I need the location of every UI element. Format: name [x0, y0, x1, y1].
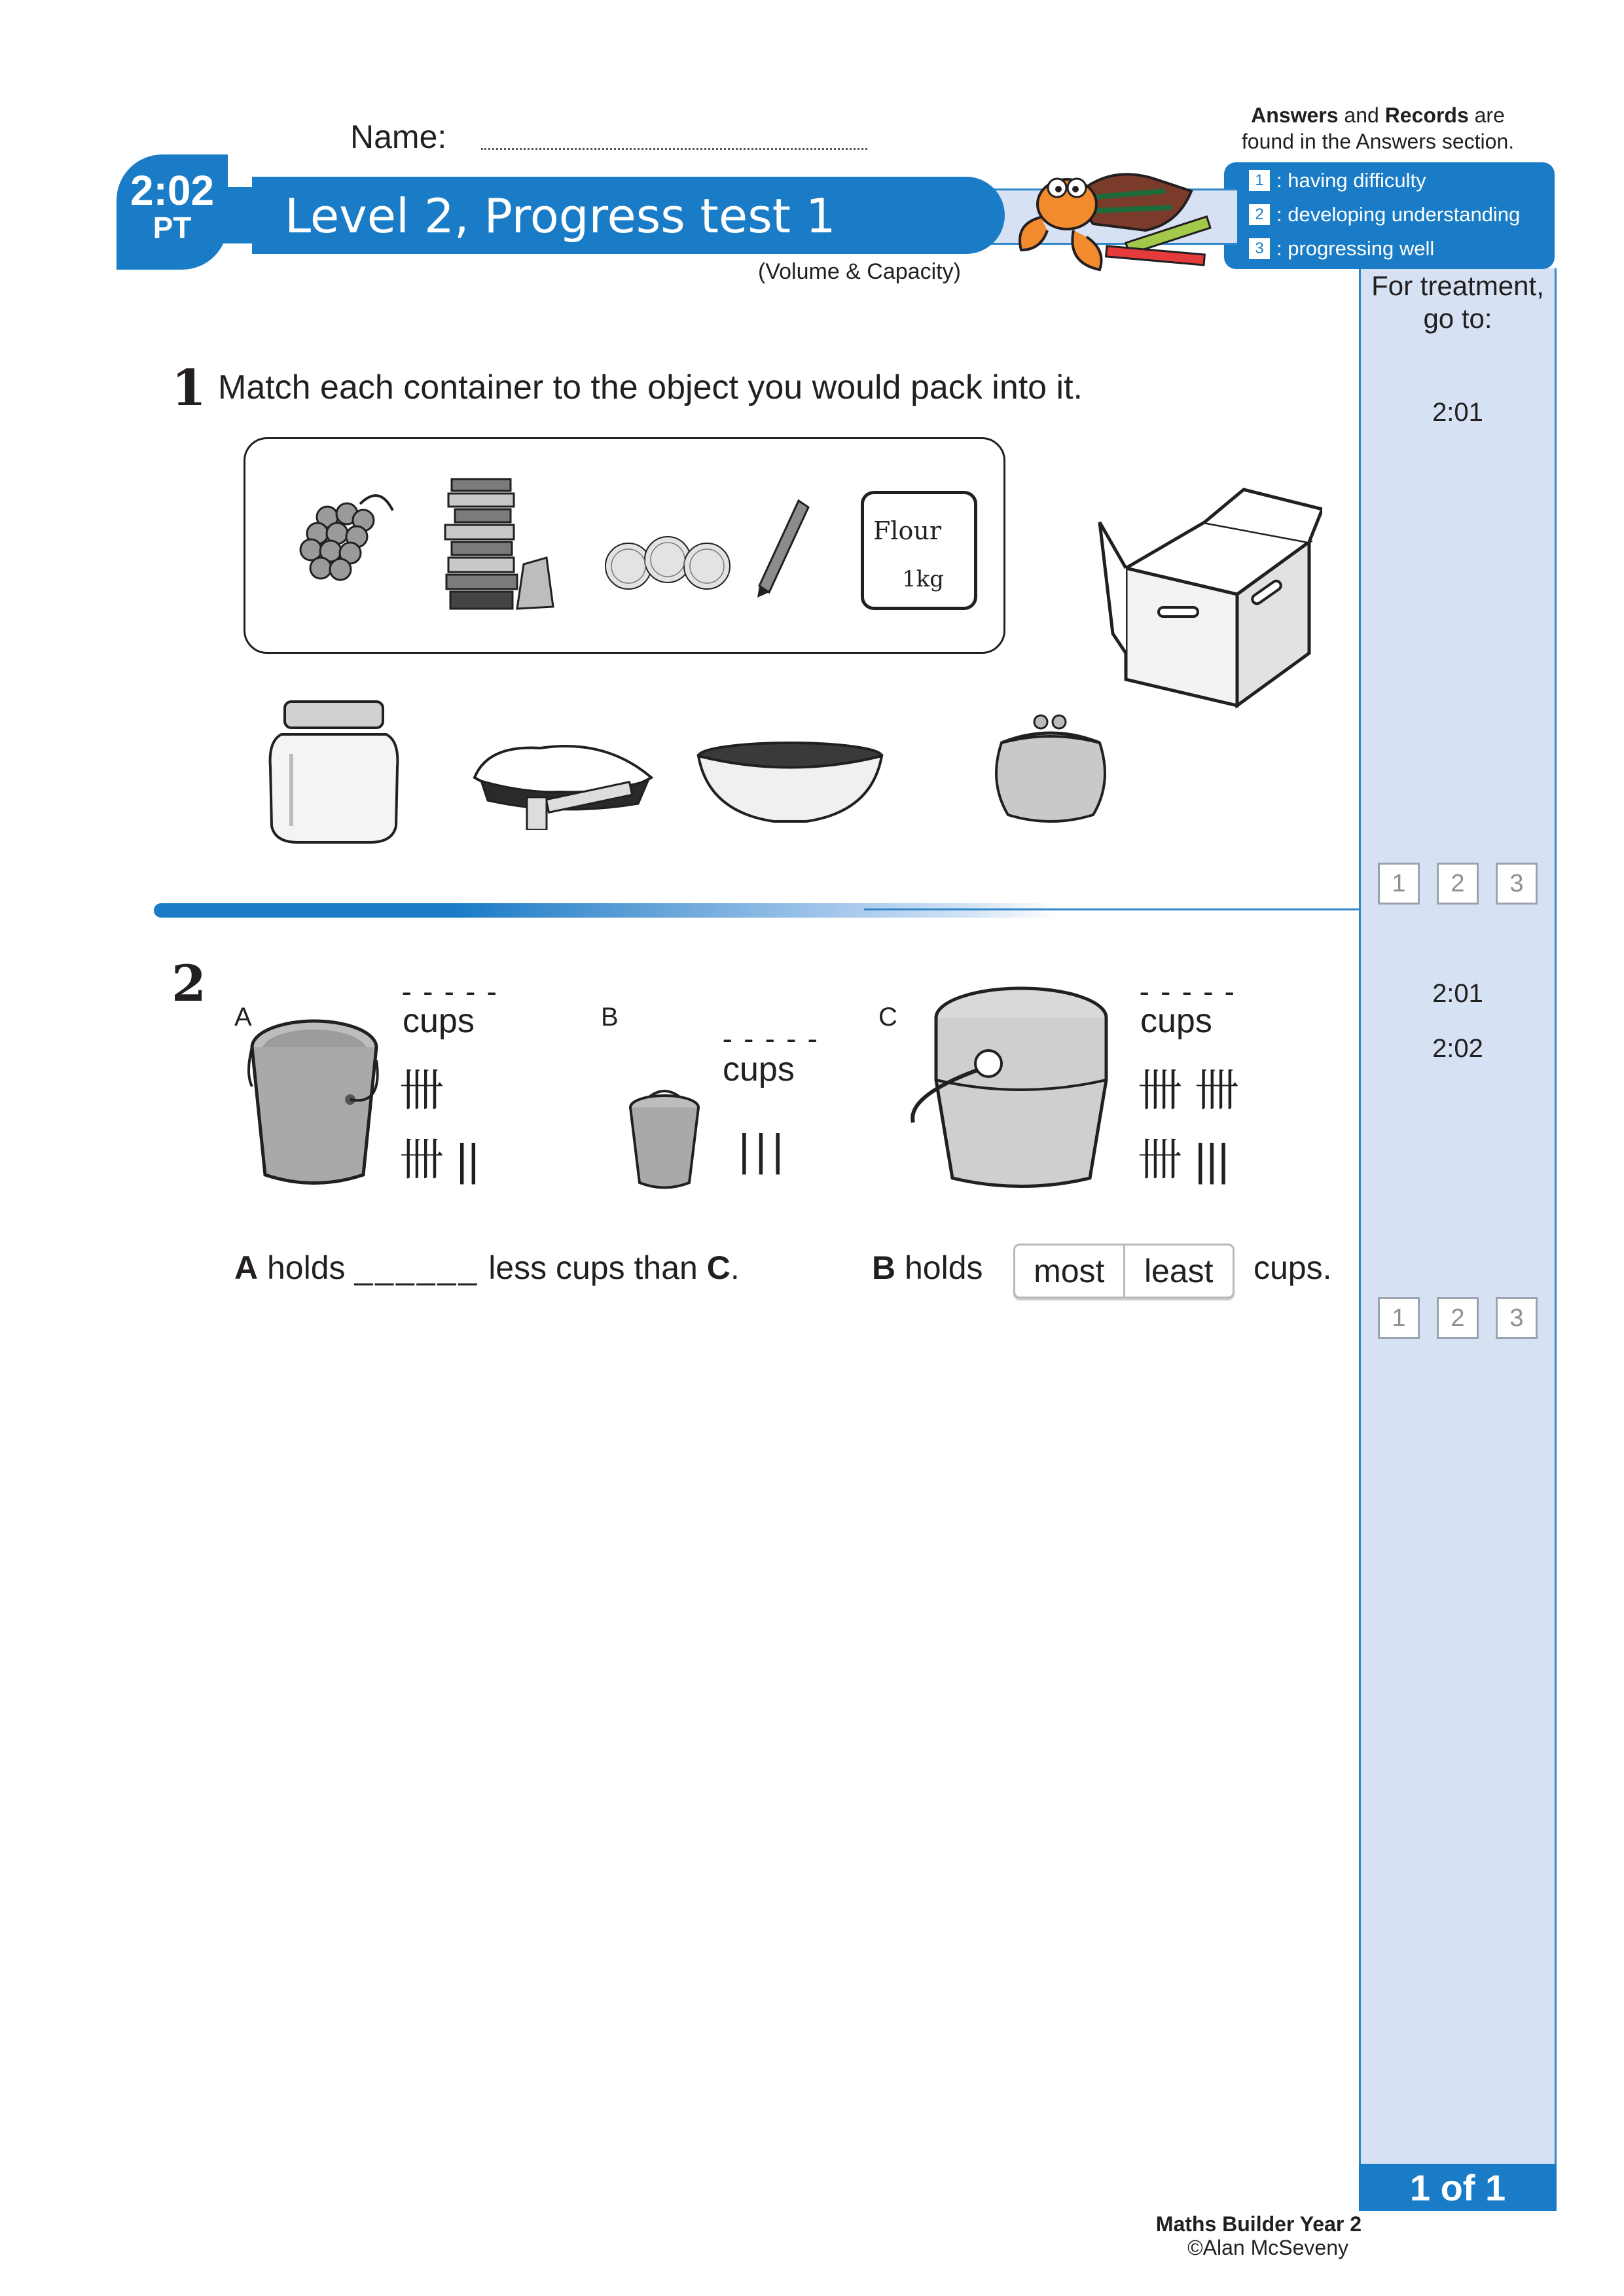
legend-item-2 [1249, 203, 1520, 226]
bucket-a-tally-2: 卌 || [399, 1135, 480, 1185]
bucket-a-blank[interactable]: ----- [398, 975, 505, 1009]
name-label: Name: [350, 118, 447, 155]
answers-word: Answers [1251, 103, 1339, 127]
pencil-icon[interactable] [749, 494, 815, 599]
q2-rating-3[interactable]: 3 [1496, 1297, 1538, 1339]
bucket-c-blank[interactable]: ----- [1136, 975, 1242, 1009]
q1-rating [1378, 863, 1538, 905]
answers-and: and [1338, 103, 1385, 127]
crab-mascot-icon [995, 152, 1218, 283]
flour-weight: 1kg [902, 566, 944, 592]
sentence-a-holds: holds [258, 1249, 355, 1286]
q1-number: 1 [171, 359, 206, 417]
sentence-a-c-letter: C [706, 1249, 731, 1286]
choice-most[interactable]: most [1034, 1253, 1105, 1289]
bucket-b-label: B [601, 1003, 619, 1031]
bucket-b-icon [625, 1081, 704, 1193]
sentence-b-letter: B [872, 1249, 896, 1286]
q1-prompt: Match each container to the object you would pack into it. [218, 368, 1083, 406]
answers-note-line2: found in the Answers section. [1241, 130, 1515, 153]
books-icon[interactable] [439, 473, 563, 617]
legend-num-2: 2 [1249, 204, 1270, 225]
bucket-a-unit: cups [403, 1002, 475, 1040]
bucket-b-tally: ||| [738, 1125, 789, 1175]
section-divider-line [864, 908, 1359, 910]
flour-label: Flour [873, 516, 942, 545]
footer-copyright: ©Alan McSeveny [1187, 2236, 1348, 2259]
q1-rating-3[interactable]: 3 [1496, 863, 1538, 905]
bucket-c-icon [900, 982, 1110, 1198]
box-icon[interactable] [1087, 483, 1322, 712]
q2-treatment-ref-2[interactable]: 2:02 [1432, 1034, 1483, 1063]
page-count: 1 of 1 [1359, 2164, 1557, 2211]
legend-text-2: : developing understanding [1276, 203, 1521, 226]
bucket-c-unit: cups [1140, 1002, 1212, 1040]
rating-legend [1224, 162, 1555, 269]
legend-item-1 [1249, 169, 1426, 192]
q2-rating-2[interactable]: 2 [1437, 1297, 1479, 1339]
bucket-b-blank[interactable]: ----- [719, 1022, 825, 1056]
section-divider [154, 903, 1359, 918]
q2-rating-1[interactable]: 1 [1378, 1297, 1420, 1339]
treatment-heading [1359, 270, 1557, 335]
q2-number: 2 [171, 954, 206, 1013]
q2-sentence-a [234, 1249, 740, 1287]
purse-icon[interactable] [988, 710, 1113, 828]
records-word: Records [1384, 103, 1469, 127]
page-title: Level 2, Progress test 1 [285, 188, 836, 243]
treatment-line1: For treatment, [1371, 270, 1544, 301]
sentence-a-period: . [730, 1249, 740, 1286]
bucket-a-icon [242, 1014, 386, 1191]
bowl-icon[interactable] [695, 740, 885, 831]
flour-bag[interactable] [861, 491, 977, 610]
pencil-case-icon[interactable] [461, 732, 658, 830]
legend-text-1: : having difficulty [1276, 169, 1426, 192]
treatment-line2: go to: [1423, 303, 1492, 334]
bucket-c-tally-2: 卌 ||| [1138, 1135, 1229, 1185]
footer-book: Maths Builder Year 2 [1155, 2212, 1362, 2236]
q2-treatment-ref-1[interactable]: 2:01 [1432, 979, 1483, 1008]
q1-treatment-ref[interactable]: 2:01 [1432, 398, 1483, 427]
q2-sentence-b [872, 1249, 983, 1287]
treatment-sidebar [1359, 268, 1557, 2211]
section-badge [117, 154, 228, 270]
answers-note [1198, 102, 1558, 154]
badge-sub: PT [153, 211, 192, 245]
sentence-a-blank[interactable]: ______ [354, 1249, 480, 1286]
legend-text-3: : progressing well [1276, 237, 1435, 260]
page-subtitle: (Volume & Capacity) [758, 259, 961, 284]
sentence-a-letter: A [234, 1249, 259, 1286]
bucket-c-tally-1: 卌 卌 [1138, 1066, 1239, 1115]
coins-icon[interactable] [602, 530, 733, 596]
legend-num-1: 1 [1249, 170, 1270, 191]
sentence-b-end: cups. [1254, 1249, 1332, 1286]
jar-icon[interactable] [265, 695, 403, 846]
answers-are: are [1468, 103, 1505, 127]
bucket-a-label: A [234, 1003, 252, 1031]
sentence-a-less: less cups than [479, 1249, 707, 1286]
title-bar [252, 177, 1005, 254]
bucket-a-tally-1: 卌 [399, 1066, 444, 1115]
most-least-choice [1013, 1244, 1235, 1299]
sentence-b-holds: holds [895, 1249, 983, 1286]
bucket-c-label: C [878, 1003, 897, 1031]
badge-code: 2:02 [130, 167, 215, 214]
grapes-icon[interactable] [288, 484, 399, 589]
q2-rating [1378, 1297, 1538, 1339]
name-field[interactable] [481, 148, 867, 150]
legend-num-3: 3 [1249, 238, 1270, 259]
q1-rating-2[interactable]: 2 [1437, 863, 1479, 905]
bucket-b-unit: cups [723, 1050, 795, 1088]
choice-least[interactable]: least [1123, 1246, 1233, 1297]
legend-item-3 [1249, 237, 1434, 260]
q1-rating-1[interactable]: 1 [1378, 863, 1420, 905]
